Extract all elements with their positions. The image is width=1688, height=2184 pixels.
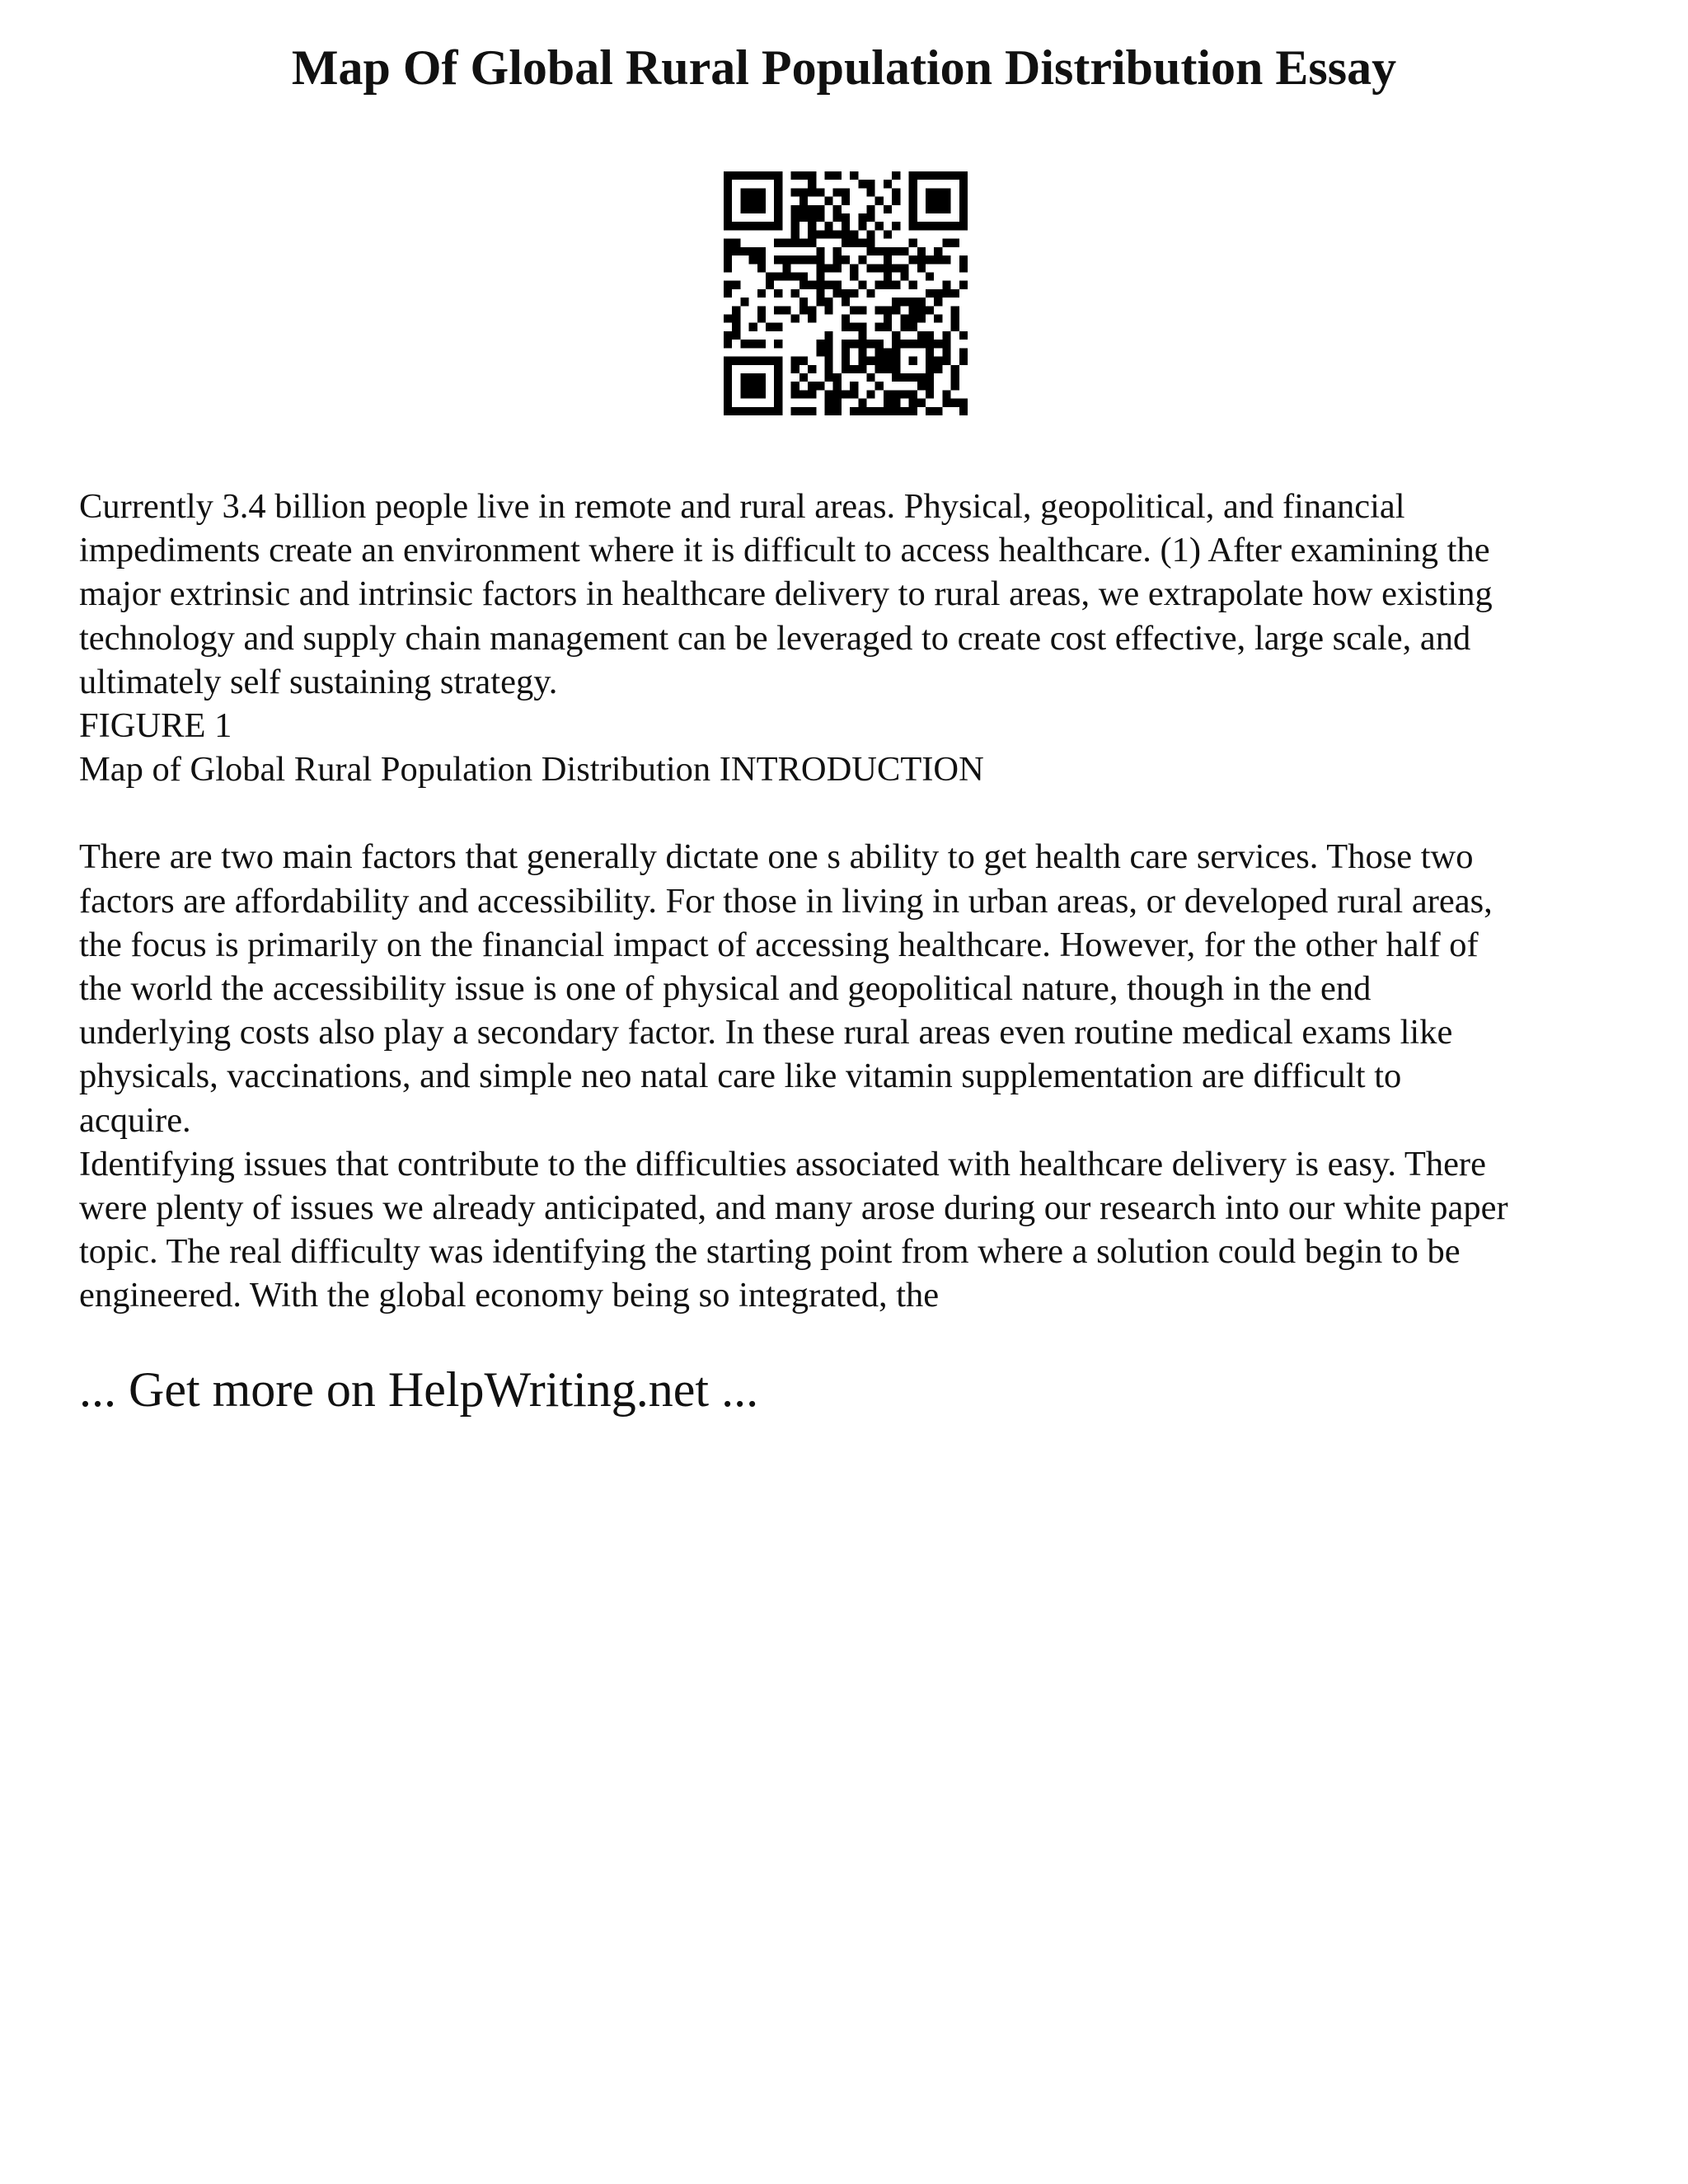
get-more-link[interactable]: ... Get more on HelpWriting.net ... [79,1362,759,1417]
figure-label: FIGURE 1 [79,706,232,746]
qr-code-icon [724,171,968,415]
paragraph-factors: There are two main factors that generally dictate one s ability to get health care services. Those two factors are affordability and accessibility. For those in living in urban areas, or developed rural areas, the focus is primarily on the financial impact of accessing healthcare. However, for the other half of the world the accessibility issue is one of physical and geopolitical nature, though in the end underlying costs also play a secondary factor. In these rural areas even routine medical exams like physicals, vaccinations, and simple neo natal care like vitamin supplementation are difficult to acquire. [79,837,1493,1140]
document-title: Map Of Global Rural Population Distribution Essay [291,40,1397,95]
paragraph-intro: Currently 3.4 billion people live in remote and rural areas. Physical, geopolitical, and financial impediments create an environment where it is difficult to access healthcare. (1) After examining the major extrinsic and intrinsic factors in healthcare delivery to rural areas, we extrapolate how existing technology and supply chain management can be leveraged to create cost effective, large scale, and ultimately self sustaining strategy. [79,487,1493,701]
paragraph-issues: Identifying issues that contribute to the difficulties associated with healthcare delivery is easy. There were plenty of issues we already anticipated, and many arose during our research into our white paper topic. The real difficulty was identifying the starting point from where a solution could begin to be engineered. With the global economy being so integrated, the [79,1144,1508,1315]
qr-code-graphic [724,171,968,415]
paragraph-gap [79,791,1629,835]
essay-body [79,485,1629,1318]
figure-caption: Map of Global Rural Population Distribution INTRODUCTION [79,750,984,790]
